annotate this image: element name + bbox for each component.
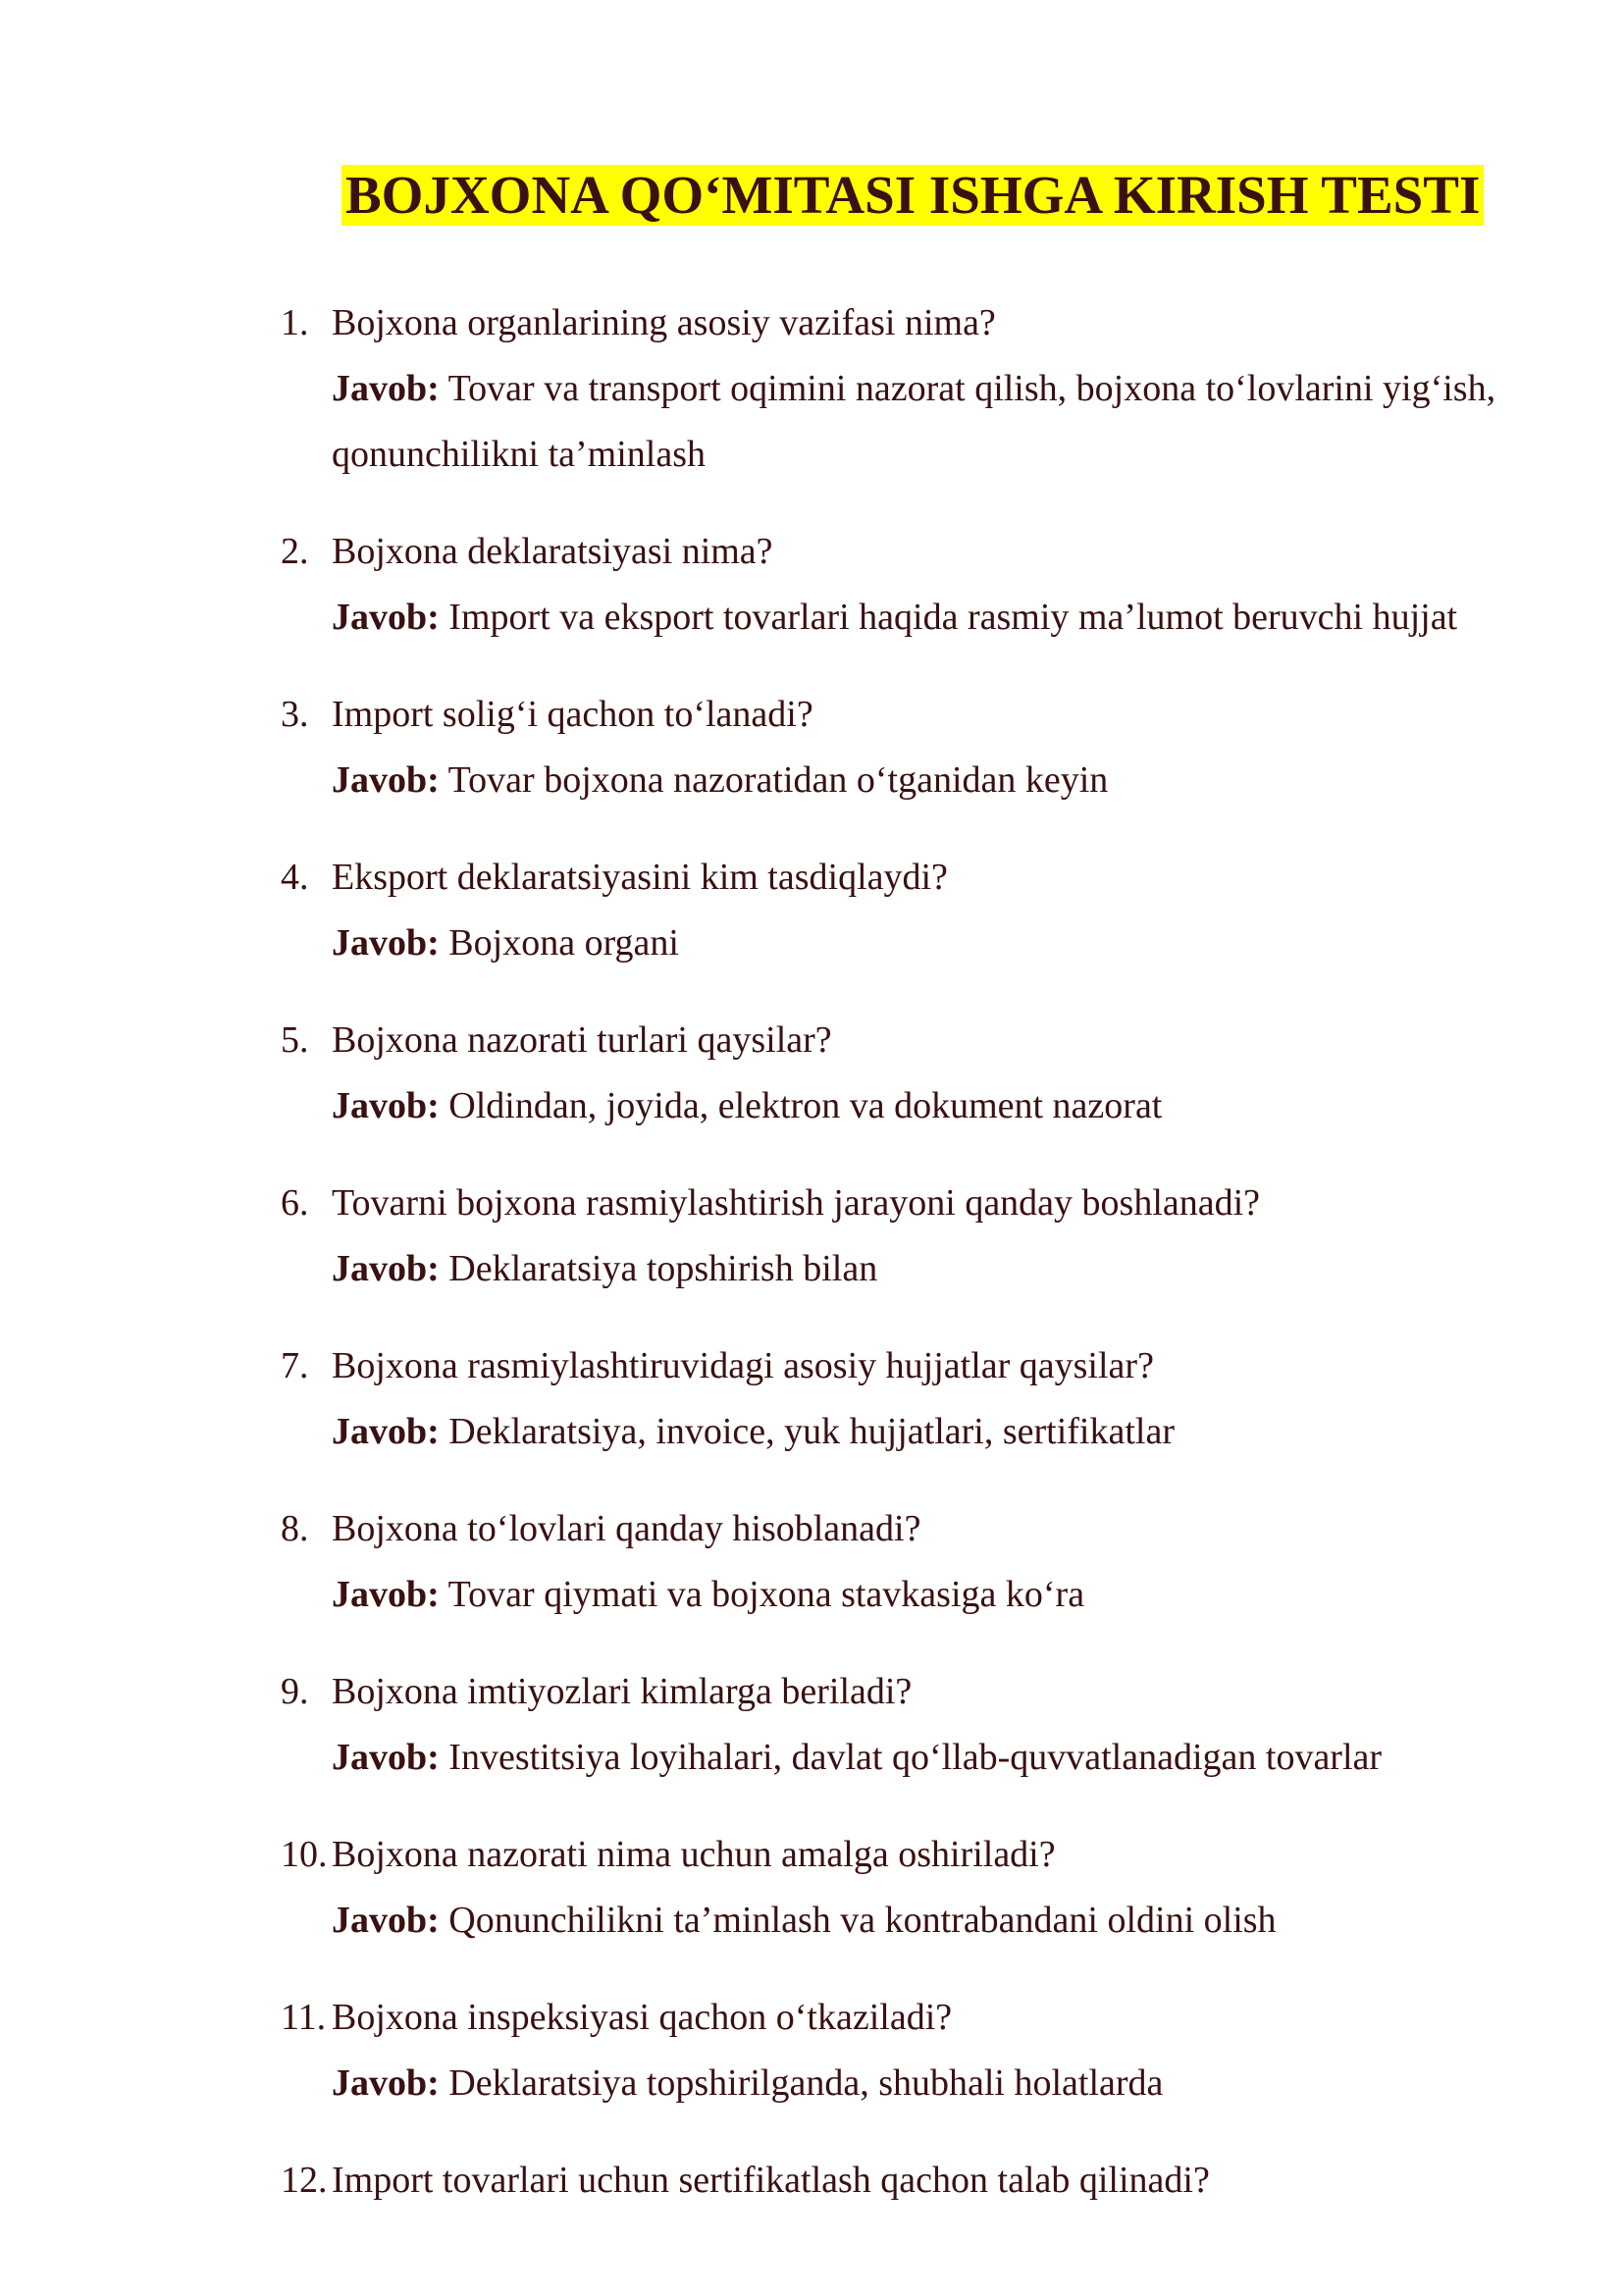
question-item (281, 519, 1507, 651)
answer-label: Javob: (332, 1085, 440, 1126)
question-number: 3. (281, 694, 309, 735)
question-body (332, 1985, 1507, 2116)
answer-text: Bojxona organi (448, 922, 679, 964)
question-list (281, 290, 1507, 2245)
answer-line (332, 356, 1507, 488)
question-item (281, 1008, 1507, 1139)
question-body (332, 845, 1507, 976)
question-body (332, 519, 1507, 651)
question-number: 4. (281, 857, 309, 898)
answer-line (332, 1888, 1507, 1954)
question-body (332, 682, 1507, 813)
answer-text: Tovar va transport oqimini nazorat qilish, bojxona to‘lovlarini yig‘ish, qonunchilikni ta’minlash (332, 368, 1496, 475)
question-item (281, 290, 1507, 488)
answer-line (332, 748, 1507, 813)
question-number: 8. (281, 1508, 309, 1549)
question-number: 1. (281, 302, 309, 343)
question-item (281, 1822, 1507, 1954)
answer-line (332, 1236, 1507, 1302)
question-text: Bojxona organlarining asosiy vazifasi nima? (332, 302, 996, 343)
answer-text: Import va eksport tovarlari haqida rasmiy ma’lumot beruvchi hujjat (448, 597, 1458, 638)
answer-text: Qonunchilikni ta’minlash va kontrabandani oldini olish (448, 1900, 1277, 1941)
answer-label: Javob: (332, 922, 440, 964)
answer-label: Javob: (332, 1900, 440, 1941)
answer-label: Javob: (332, 1411, 440, 1452)
question-text: Bojxona nazorati nima uchun amalga oshiriladi? (332, 1834, 1056, 1875)
question-text: Bojxona imtiyozlari kimlarga beriladi? (332, 1671, 913, 1712)
question-number: 11. (281, 1997, 327, 2038)
question-item (281, 1659, 1507, 1791)
answer-text: Deklaratsiya topshirish bilan (448, 1248, 878, 1289)
question-item (281, 1171, 1507, 1302)
title-container (341, 165, 1514, 226)
question-text: Bojxona nazorati turlari qaysilar? (332, 1019, 832, 1061)
answer-label: Javob: (332, 759, 440, 801)
answer-text: Investitsiya loyihalari, davlat qo‘llab-quvvatlanadigan tovarlar (448, 1737, 1383, 1778)
answer-line (332, 1725, 1507, 1791)
answer-text: Deklaratsiya, invoice, yuk hujjatlari, sertifikatlar (448, 1411, 1175, 1452)
answer-line (332, 1073, 1507, 1139)
question-text: Tovarni bojxona rasmiylashtirish jarayoni qanday boshlanadi? (332, 1182, 1261, 1224)
document-title: BOJXONA QO‘MITASI ISHGA KIRISH TESTI (341, 165, 1484, 226)
question-number: 7. (281, 1345, 309, 1386)
answer-line (332, 1562, 1507, 1628)
question-text: Import tovarlari uchun sertifikatlash qachon talab qilinadi? (332, 2160, 1210, 2201)
answer-label: Javob: (332, 1248, 440, 1289)
question-text: Bojxona to‘lovlari qanday hisoblanadi? (332, 1508, 921, 1549)
question-item (281, 682, 1507, 813)
answer-line (332, 911, 1507, 976)
question-item (281, 1985, 1507, 2116)
answer-label: Javob: (332, 1737, 440, 1778)
question-text: Eksport deklaratsiyasini kim tasdiqlaydi? (332, 857, 948, 898)
answer-label: Javob: (332, 1574, 440, 1615)
question-number: 2. (281, 531, 309, 572)
question-number: 12. (281, 2160, 328, 2201)
answer-label: Javob: (332, 597, 440, 638)
question-body (332, 1496, 1507, 1628)
question-number: 9. (281, 1671, 309, 1712)
question-body (332, 2148, 1507, 2214)
answer-line (332, 585, 1507, 651)
question-body (332, 290, 1507, 488)
question-item (281, 2148, 1507, 2214)
answer-label: Javob: (332, 2062, 440, 2104)
question-number: 5. (281, 1019, 309, 1061)
question-item (281, 1333, 1507, 1465)
question-item (281, 1496, 1507, 1628)
answer-text: Oldindan, joyida, elektron va dokument nazorat (448, 1085, 1163, 1126)
answer-text: Tovar bojxona nazoratidan o‘tganidan keyin (447, 759, 1109, 801)
answer-text: Deklaratsiya topshirilganda, shubhali holatlarda (448, 2062, 1164, 2104)
answer-line (332, 1399, 1507, 1465)
answer-line (332, 2051, 1507, 2116)
question-text: Import solig‘i qachon to‘lanadi? (332, 694, 813, 735)
question-body (332, 1171, 1507, 1302)
question-body (332, 1333, 1507, 1465)
question-text: Bojxona rasmiylashtiruvidagi asosiy hujjatlar qaysilar? (332, 1345, 1154, 1386)
question-body (332, 1822, 1507, 1954)
question-body (332, 1659, 1507, 1791)
question-item (281, 845, 1507, 976)
question-text: Bojxona deklaratsiyasi nima? (332, 531, 773, 572)
answer-text: Tovar qiymati va bojxona stavkasiga ko‘ra (447, 1574, 1085, 1615)
question-number: 10. (281, 1834, 328, 1875)
question-number: 6. (281, 1182, 309, 1224)
answer-label: Javob: (332, 368, 440, 409)
question-body (332, 1008, 1507, 1139)
question-text: Bojxona inspeksiyasi qachon o‘tkaziladi? (332, 1997, 953, 2038)
